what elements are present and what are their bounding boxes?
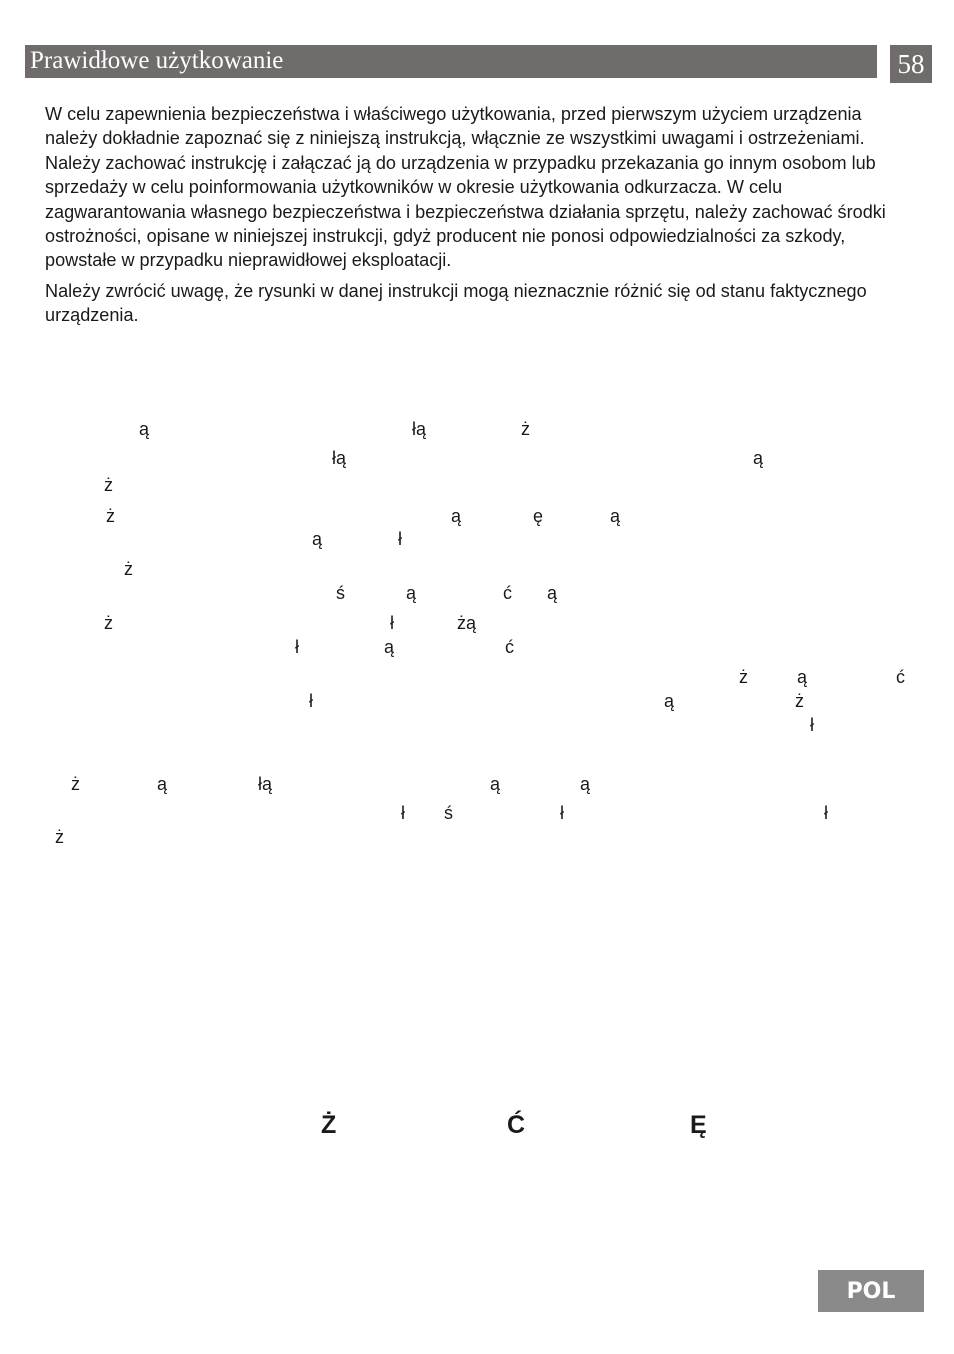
text-fragment: ą (312, 529, 323, 549)
text-fragment: łą (412, 419, 427, 439)
text-fragment: ł (390, 613, 394, 633)
text-fragment: ę (533, 506, 544, 526)
text-fragment: ą (664, 691, 675, 711)
language-badge: POL (818, 1270, 924, 1312)
text-fragment: ł (309, 691, 313, 711)
text-fragment: ą (580, 774, 591, 794)
text-fragment: ł (560, 803, 564, 823)
heading-fragment: Ć (507, 1111, 526, 1139)
intro-paragraph: Należy zwrócić uwagę, że rysunki w danej instrukcji mogą nieznacznie różnić się od stanu faktycznego urządzenia. (45, 280, 867, 326)
text-fragment: ą (797, 667, 808, 687)
text-fragment: ł (824, 803, 828, 823)
text-fragment: ą (384, 637, 395, 657)
text-fragment: ł (810, 715, 814, 735)
intro-text (45, 102, 915, 334)
text-fragment: ą (451, 506, 462, 526)
text-fragment: łą (332, 448, 347, 468)
text-fragment: ć (505, 637, 514, 657)
text-fragment: ż (71, 774, 80, 794)
text-fragment: ą (753, 448, 764, 468)
text-fragment: ł (398, 529, 402, 549)
text-fragment: ć (503, 583, 512, 603)
text-fragment: ś (444, 803, 453, 823)
text-fragment: ż (104, 613, 113, 633)
text-fragment: łą (258, 774, 273, 794)
text-fragment: ż (739, 667, 748, 687)
intro-paragraph: W celu zapewnienia bezpieczeństwa i właściwego użytkowania, przed pierwszym użyciem urządzenia należy dokładnie zapoznać się z niniejszą instrukcją, włącznie ze wszystkimi uwagami i ostrzeżeniami. Należy zachować instrukcję i załączać ją do urządzenia w przypadku przekazania go innym osobom lub sprzedaży w celu poinformowania użytkowników w okresie użytkowania odkurzacza. W celu zagwarantowania własnego bezpieczeństwa i bezpieczeństwa działania sprzętu, należy zachować środki ostrożności, opisane w niniejszej instrukcji, gdyż producent nie ponosi odpowiedzialności za szkody, powstałe w przypadku nieprawidłowej eksploatacji. (45, 104, 886, 271)
text-fragment: ą (139, 419, 150, 439)
text-fragment: ą (610, 506, 621, 526)
text-fragment: żą (457, 613, 477, 633)
text-fragment: ś (336, 583, 345, 603)
text-fragment: ł (401, 803, 405, 823)
text-fragment: ą (157, 774, 168, 794)
text-fragment: ą (406, 583, 417, 603)
page-number: 58 (890, 45, 932, 83)
text-fragment: ż (106, 506, 115, 526)
text-fragment: ą (490, 774, 501, 794)
heading-fragment: Ż (321, 1111, 337, 1139)
section-title: Prawidłowe użytkowanie (25, 45, 877, 78)
text-fragment: ł (295, 637, 299, 657)
text-fragment: ć (896, 667, 905, 687)
text-fragment: ż (124, 559, 133, 579)
heading-fragment: Ę (690, 1111, 707, 1139)
text-fragment: ż (104, 475, 113, 495)
text-fragment: ż (795, 691, 804, 711)
text-fragment: ą (547, 583, 558, 603)
text-fragment: ż (521, 419, 530, 439)
text-fragment: ż (55, 827, 64, 847)
